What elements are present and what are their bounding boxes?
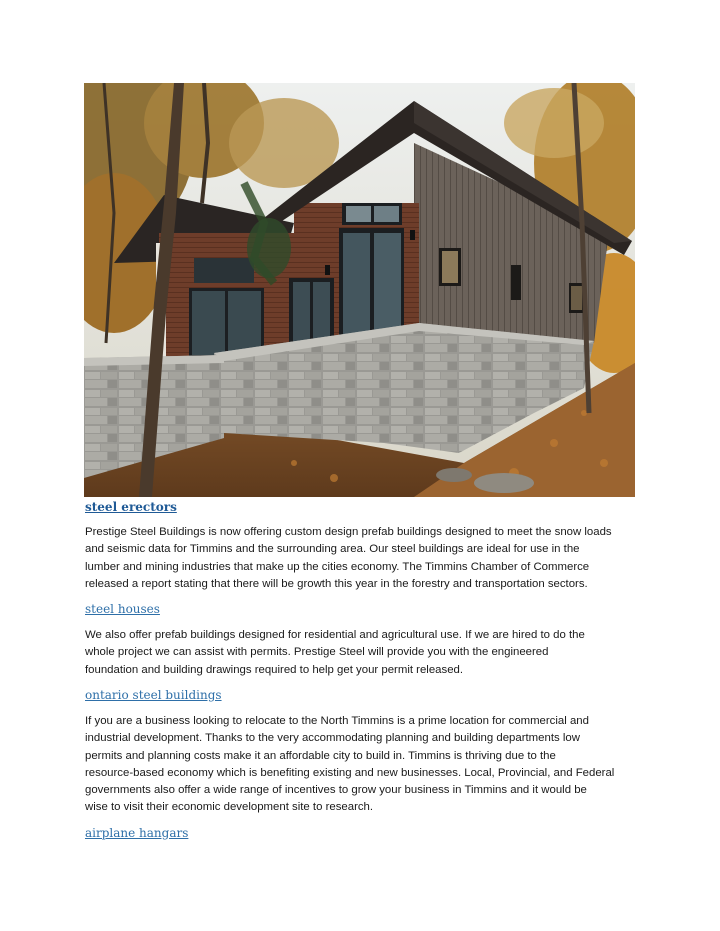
link-steel-houses[interactable]: steel houses — [85, 602, 160, 616]
text-line: foundation and building drawings required to help get your permit released. — [85, 663, 464, 676]
text-line: We also offer prefab buildings designed for residential and agricultural use. If we are hired to do the — [85, 629, 585, 641]
text-line: Prestige Steel Buildings is now offering custom design prefab buildings designed to meet the snow loads — [85, 526, 612, 538]
text-line: industrial development. Thanks to the very accommodating planning and building departments low — [85, 732, 580, 745]
paragraph-steel-houses — [85, 627, 645, 679]
link-airplane-hangars[interactable]: airplane hangars — [85, 826, 189, 840]
text-line: permits and planning costs make it an affordable city to build in. Timmins is thriving due to the — [85, 749, 556, 762]
text-line: governments also offer a wide range of incentives to grow your business in Timmins and it would be — [85, 784, 587, 797]
text-line: resource-based economy which is benefiting existing and new businesses. Local, Provincial, and Federal — [85, 766, 615, 779]
link-steel-erectors[interactable]: steel erectors — [85, 500, 177, 514]
text-line: wise to visit their economic development site to research. — [85, 801, 374, 814]
link-ontario-steel-buildings[interactable]: ontario steel buildings — [85, 688, 222, 702]
house-photo — [84, 83, 635, 497]
paragraph-ontario-steel-buildings — [85, 713, 645, 817]
text-line: lumber and mining industries that make up the cities economy. The Timmins Chamber of Commerce — [85, 560, 590, 573]
text-line: whole project we can assist with permits. Prestige Steel will provide you with the engineered — [85, 646, 549, 659]
text-line: released a report stating that there will be growth this year in the forestry and transportation sectors. — [85, 577, 588, 590]
text-line: If you are a business looking to relocate to the North Timmins is a prime location for commercial and — [85, 715, 589, 727]
paragraph-steel-erectors — [85, 524, 645, 593]
text-line: and seismic data for Timmins and the surrounding area. Our steel buildings are ideal for use in the — [85, 543, 580, 556]
